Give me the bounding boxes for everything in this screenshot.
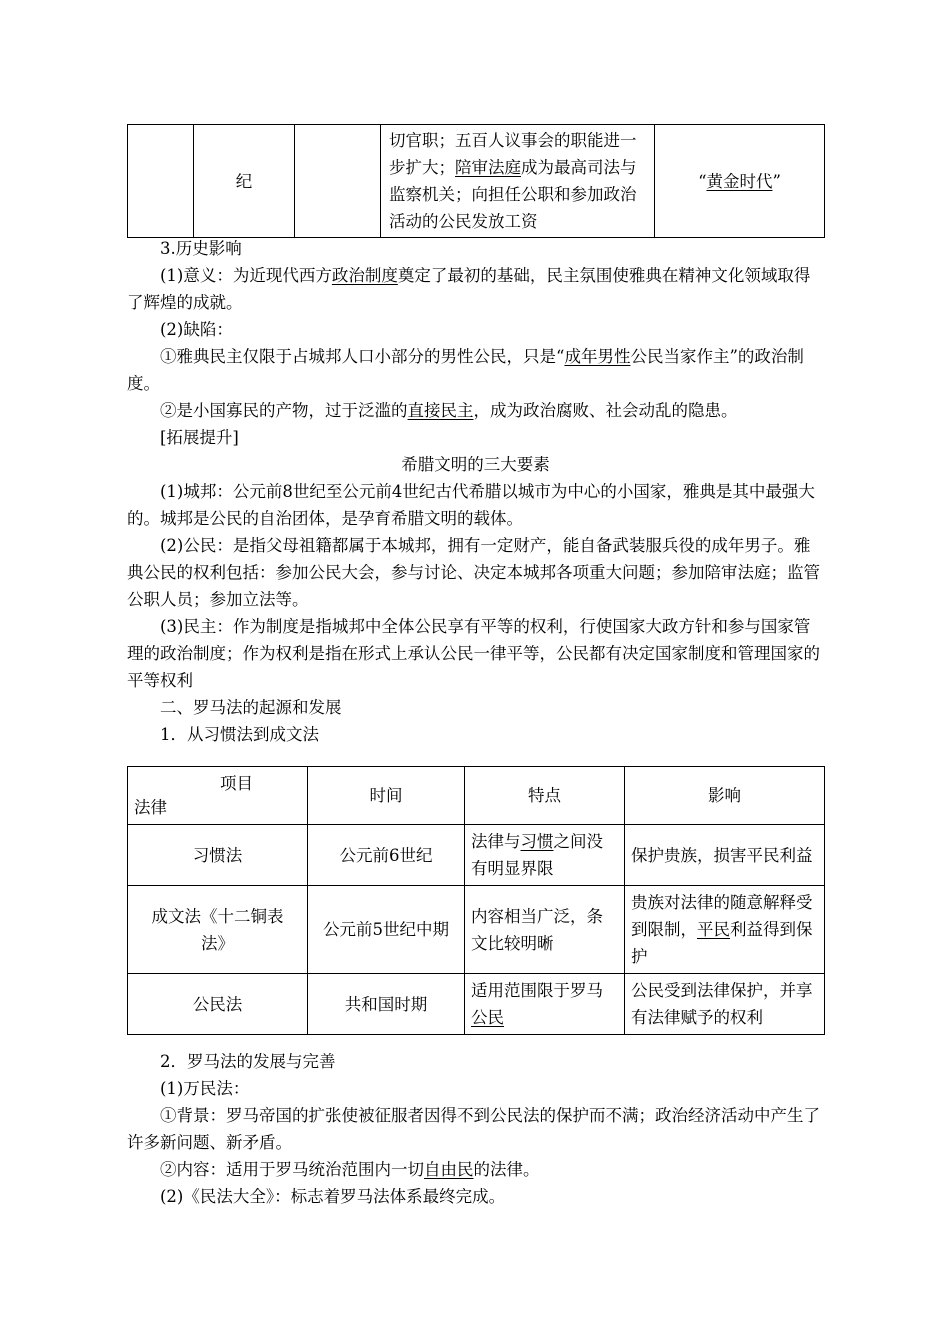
table-cell: 适用范围限于罗马公民 (465, 974, 625, 1035)
table-cell: 习惯法 (128, 825, 308, 886)
section-heading: 二、罗马法的起源和发展 (160, 698, 342, 717)
table-cell: 公元前6世纪 (308, 825, 465, 886)
paragraph: (1)意义：为近现代西方政治制度奠定了最初的基础，民主氛围使雅典在精神文化领域取得了辉煌的成就。 (127, 266, 811, 312)
table-header-row (128, 767, 825, 825)
table-cell: 内容相当广泛，条文比较明晰 (465, 886, 625, 974)
table-cell: 共和国时期 (308, 974, 465, 1035)
paragraph: (3)民主：作为制度是指城邦中全体公民享有平等的权利，行使国家大政方针和参与国家管理的政治制度；作为权利是指在形式上承认公民一律平等，公民都有决定国家制度和管理国家的平等权利 (127, 617, 820, 690)
table-cell: 保护贵族，损害平民利益 (625, 825, 825, 886)
table-cell: 切官职；五百人议事会的职能进一步扩大；陪审法庭成为最高司法与监察机关；向担任公职和参加政治活动的公民发放工资 (381, 125, 655, 238)
table-header: 影响 (625, 767, 825, 825)
table-cell: 公民受到法律保护，并享有法律赋予的权利 (625, 974, 825, 1035)
table-row (128, 825, 825, 886)
table-corner-cell: 项目 法律 (128, 767, 308, 825)
table-row (128, 125, 825, 238)
paragraph: (2)《民法大全》：标志着罗马法体系最终完成。 (160, 1187, 506, 1206)
paragraph: (1)城邦：公元前8世纪至公元前4世纪古代希腊以城市为中心的小国家，雅典是其中最强大的。城邦是公民的自治团体，是孕育希腊文明的载体。 (127, 482, 815, 528)
historical-impact-section (127, 235, 824, 748)
table-row (128, 886, 825, 974)
section-heading: 3.历史影响 (160, 239, 242, 258)
extend-label: [拓展提升] (160, 428, 239, 447)
paragraph: ①背景：罗马帝国的扩张使被征服者因得不到公民法的保护而不满；政治经济活动中产生了许多新问题、新矛盾。 (127, 1106, 820, 1152)
table-cell: 法律与习惯之间没有明显界限 (465, 825, 625, 886)
paragraph: (2)公民：是指父母祖籍都属于本城邦，拥有一定财产，能自备武装服兵役的成年男子。雅典公民的权利包括：参加公民大会，参与讨论、决定本城邦各项重大问题；参加陪审法庭；监管公职人员；参加立法等。 (127, 536, 820, 609)
athens-reform-table (127, 124, 825, 238)
table-cell: 贵族对法律的随意解释受到限制，平民利益得到保护 (625, 886, 825, 974)
table-cell: “黄金时代” (655, 125, 825, 238)
table-header: 时间 (308, 767, 465, 825)
table-cell (128, 125, 194, 238)
table-cell: 公元前5世纪中期 (308, 886, 465, 974)
paragraph: ①雅典民主仅限于占城邦人口小部分的男性公民，只是“成年男性公民当家作主”的政治制度。 (127, 347, 804, 393)
table-cell: 纪 (194, 125, 295, 238)
table-cell: 公民法 (128, 974, 308, 1035)
table-cell (295, 125, 381, 238)
sub-heading: 2．罗马法的发展与完善 (160, 1052, 336, 1071)
table-cell: 成文法《十二铜表法》 (128, 886, 308, 974)
paragraph: (2)缺陷： (160, 320, 233, 339)
paragraph: ②内容：适用于罗马统治范围内一切自由民的法律。 (160, 1160, 540, 1179)
sub-heading: 1．从习惯法到成文法 (160, 725, 319, 744)
extend-title: 希腊文明的三大要素 (401, 455, 550, 474)
table-row (128, 974, 825, 1035)
roman-law-development-section (127, 1048, 824, 1210)
roman-law-table (127, 766, 825, 1035)
paragraph: (1)万民法： (160, 1079, 250, 1098)
table-header: 特点 (465, 767, 625, 825)
paragraph: ②是小国寡民的产物，过于泛滥的直接民主，成为政治腐败、社会动乱的隐患。 (160, 401, 738, 420)
